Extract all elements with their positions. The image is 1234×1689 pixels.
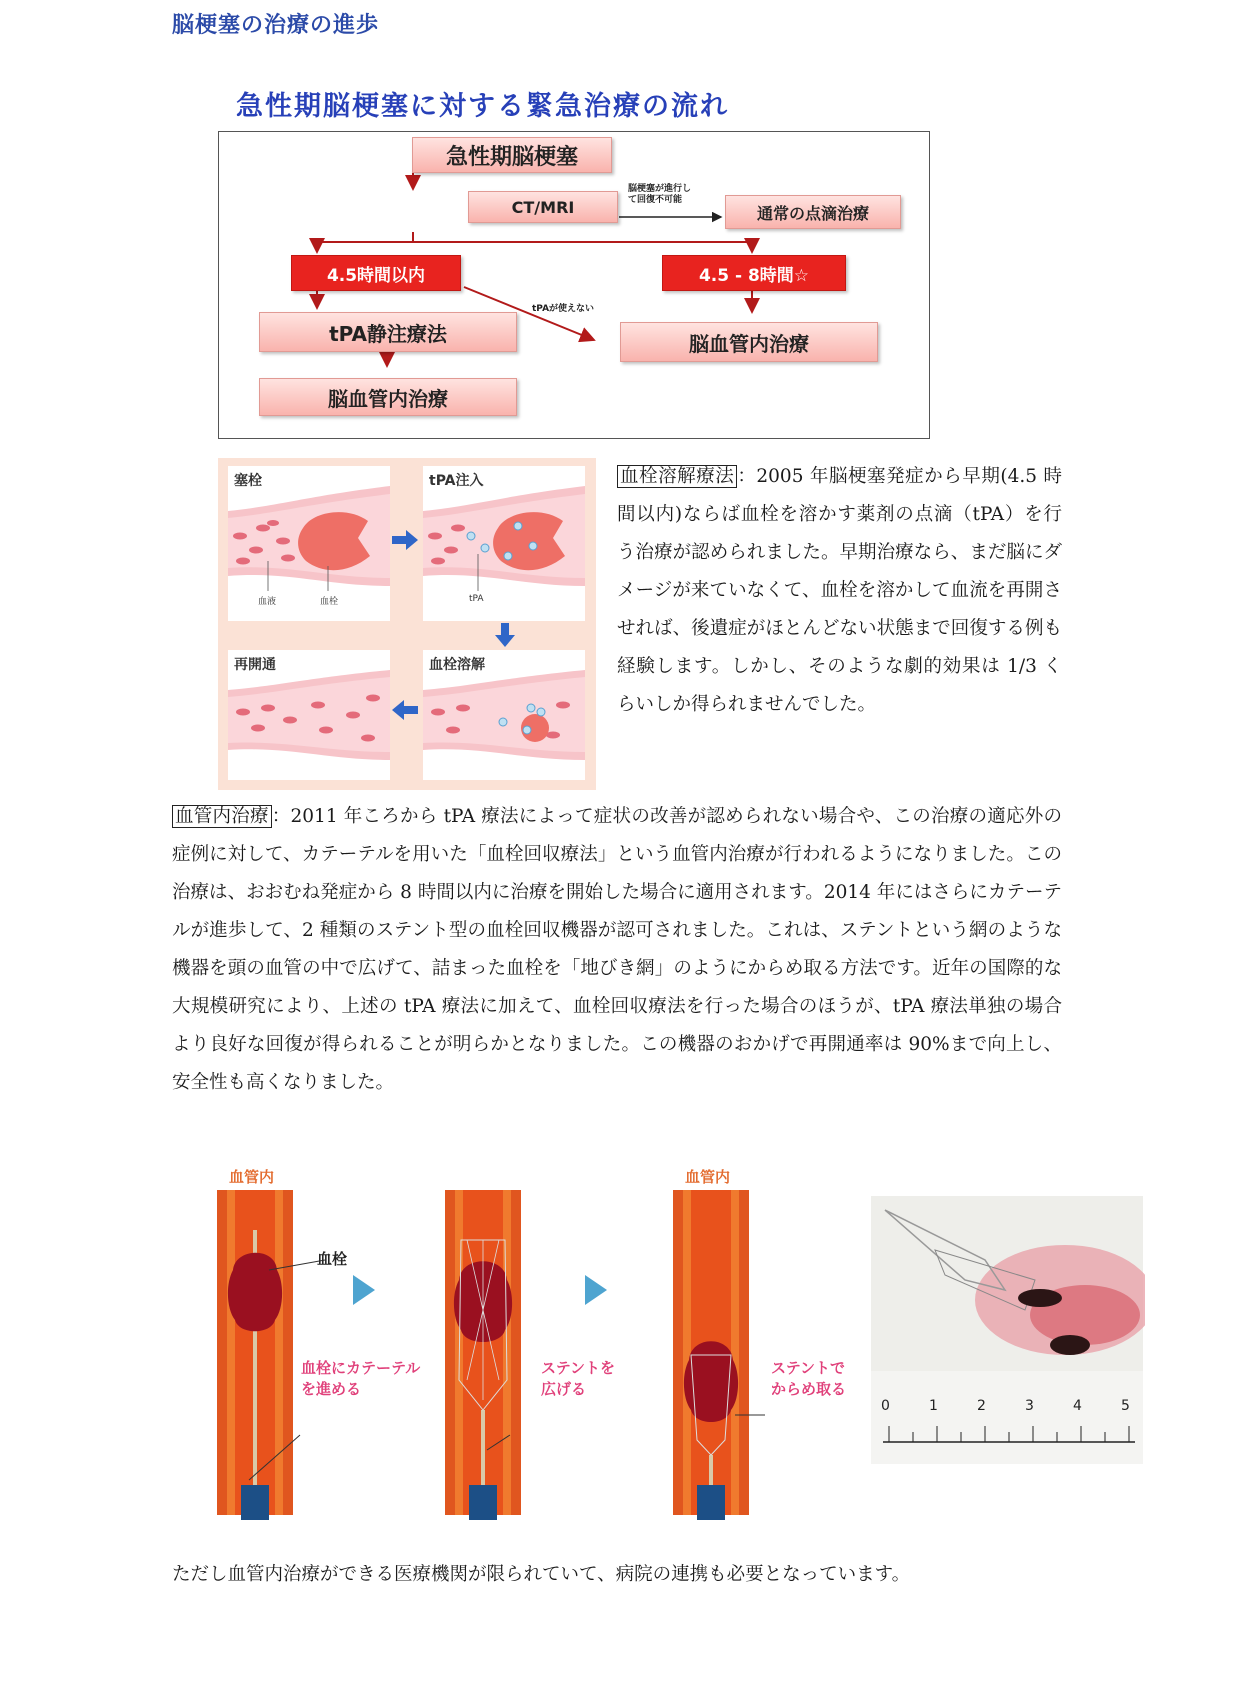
footer-text: ただし血管内治療ができる医療機関が限られていて、病院の連携も必要となっています。	[172, 1564, 911, 1585]
term-thrombolysis: 血栓溶解療法	[617, 465, 737, 488]
clot-diagram	[218, 458, 596, 790]
flow-left-treat2: 脳血管内治療	[259, 378, 517, 416]
text-thrombolysis: ：2005 年脳梗塞発症から早期(4.5 時間以内)ならば血栓を溶かす薬剤の点滴（tPA）を行う治療が認められました。早期治療なら、まだ脳にダメージが来ていなくて、血栓を溶かして血流を再開させれば、後遺症がほとんどない状態まで回復する例も経験します。しかし、そのような劇的効果は 1/3 くらいしか得られませんでした。	[617, 466, 1062, 715]
panel-recanalization	[228, 650, 390, 780]
arrow-right-icon	[390, 528, 420, 552]
vessel-label-3: 血管内	[685, 1168, 731, 1186]
ruler-0: 0	[881, 1398, 890, 1414]
panel-thrombolysis-label: 血栓溶解	[429, 657, 485, 673]
blood-label: 血液	[258, 597, 277, 607]
clot-label-small: 血栓	[320, 597, 339, 607]
vessel-2	[445, 1190, 521, 1520]
ruler-1: 1	[929, 1398, 938, 1414]
panel-thrombolysis	[423, 650, 585, 780]
caption-step3: ステントで からめ取る	[771, 1359, 847, 1398]
panel-tpa-injection	[423, 466, 585, 621]
arrow-left-icon	[390, 698, 420, 722]
stent-clot-label: 血栓	[317, 1250, 348, 1268]
ruler-3: 3	[1025, 1398, 1034, 1414]
stent-diagram	[205, 1150, 1145, 1520]
flow-acute-stroke: 急性期脳梗塞	[412, 137, 612, 173]
page-title: 脳梗塞の治療の進歩	[172, 13, 380, 38]
ruler-4: 4	[1073, 1398, 1082, 1414]
caption-step2: ステントを 広げる	[541, 1359, 615, 1398]
step-arrow-2	[585, 1275, 607, 1305]
step-arrow-1	[353, 1275, 375, 1305]
ruler-2: 2	[977, 1398, 986, 1414]
vessel-label-1: 血管内	[229, 1168, 275, 1186]
text-endovascular: ：2011 年ころから tPA 療法によって症状の改善が認められない場合や、この治療の適応外の症例に対して、カテーテルを用いた「血栓回収療法」という血管内治療が行われるようになりました。この治療は、おおむね発症から 8 時間以内に治療を開始した場合に適用されます。2014 年にはさらにカテーテルが進歩して、2 種類のステント型の血栓回収機器が認可されました。これは、ステントという網のような機器を頭の血管の中で広げて、詰まった血栓を「地びき網」のようにからめ取る方法です。近年の国際的な大規模研究により、上述の tPA 療法に加えて、血栓回収療法を行った場合のほうが、tPA 療法単独の場合より良好な回復が得られることが明らかとなりました。この機器のおかげで再開通率は 90%まで向上し、安全性も高くなりました。	[172, 806, 1062, 1093]
caption-step1: 血栓にカテーテル を進める	[301, 1359, 421, 1398]
panel-embolism	[228, 466, 390, 621]
ruler-labels	[881, 1398, 1141, 1418]
flow-left-treat: tPA静注療法	[259, 312, 517, 352]
vessel-3	[673, 1190, 749, 1520]
arrow-down-icon	[493, 621, 517, 649]
panel-tpa-injection-label: tPA注入	[429, 473, 484, 489]
flow-right-treat: 脳血管内治療	[620, 322, 878, 362]
flowchart-title: 急性期脳梗塞に対する緊急治療の流れ	[236, 91, 729, 122]
panel-recanalization-label: 再開通	[234, 657, 276, 673]
flow-right-time: 4.5 - 8時間☆	[662, 255, 846, 291]
tpa-label-small: tPA	[469, 594, 484, 604]
flow-tpa-note: tPAが使えない	[532, 304, 595, 314]
panel-embolism-label: 塞栓	[234, 473, 262, 489]
ruler-5: 5	[1121, 1398, 1130, 1414]
retrieved-clot-photo	[871, 1196, 1145, 1464]
flowchart	[218, 131, 930, 439]
section-thrombolysis	[617, 458, 1062, 724]
flow-side-result: 通常の点滴治療	[725, 195, 901, 229]
flow-side-note: 脳梗塞が進行し て回復不可能	[628, 184, 692, 205]
section-endovascular	[172, 798, 1062, 1102]
term-endovascular: 血管内治療	[172, 805, 272, 828]
flow-left-time: 4.5時間以内	[291, 255, 461, 291]
stent-illustration	[205, 1150, 1145, 1520]
flow-ct-mri: CT/MRI	[468, 191, 618, 223]
vessel-1	[217, 1190, 293, 1520]
